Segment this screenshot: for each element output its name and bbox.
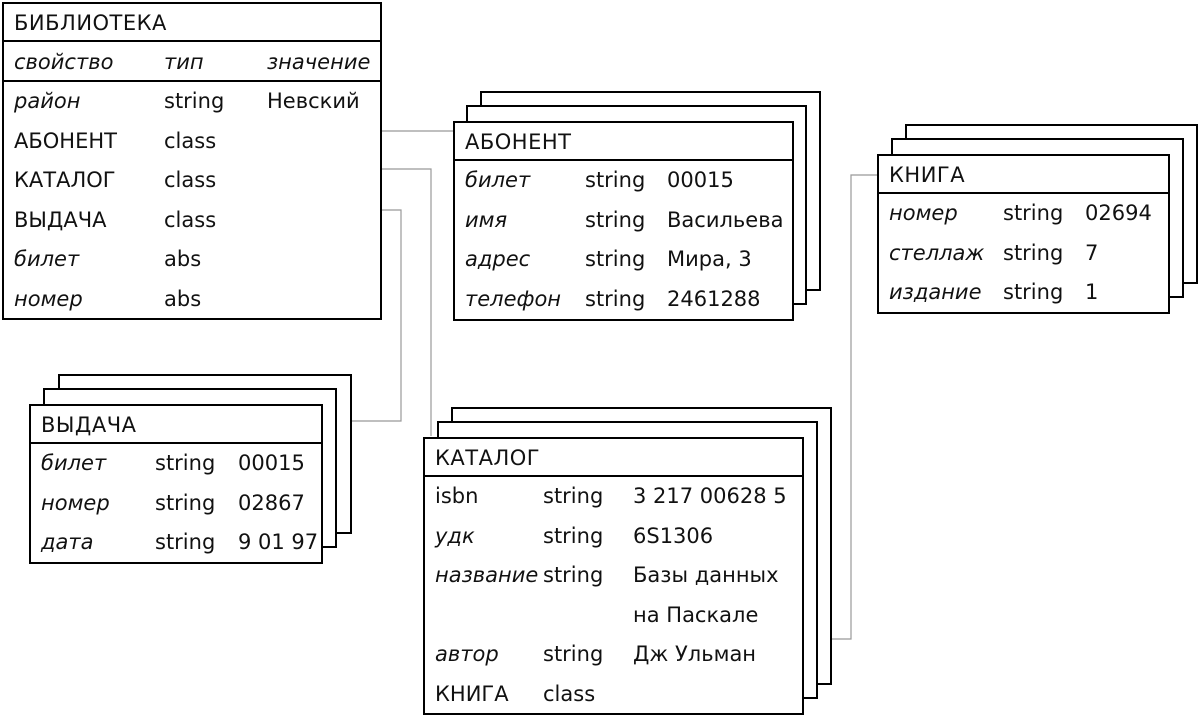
header-type: тип xyxy=(164,50,204,74)
row-property: автор xyxy=(435,642,499,666)
row-type: string xyxy=(585,247,646,271)
row-property: адрес xyxy=(465,247,531,271)
entity-catalog-box xyxy=(423,437,804,715)
header-value: значение xyxy=(267,50,371,74)
entity-subscriber-title: АБОНЕНТ xyxy=(455,123,792,161)
row-type: string xyxy=(164,89,225,113)
row-value: 9 01 97 xyxy=(238,530,319,554)
entity-library-title: БИБЛИОТЕКА xyxy=(4,4,380,42)
row-property: билет xyxy=(41,451,107,475)
table-row xyxy=(31,484,321,524)
entity-issue-rows xyxy=(31,444,321,563)
entity-library-header xyxy=(4,42,380,82)
row-value: 00015 xyxy=(667,168,734,192)
table-row xyxy=(425,556,802,596)
row-value: 00015 xyxy=(238,451,305,475)
row-type: string xyxy=(543,484,604,508)
row-property: издание xyxy=(889,280,982,304)
row-type: string xyxy=(1003,201,1064,225)
table-row xyxy=(4,122,380,162)
row-value: Мира, 3 xyxy=(667,247,752,271)
table-row xyxy=(879,273,1168,313)
entity-book-title: КНИГА xyxy=(879,156,1168,194)
table-row xyxy=(31,444,321,484)
table-row xyxy=(425,596,802,636)
row-type: string xyxy=(543,563,604,587)
header-property: свойство xyxy=(14,50,114,74)
table-row xyxy=(425,635,802,675)
row-property: номер xyxy=(14,286,83,311)
row-type: string xyxy=(1003,240,1064,265)
table-row xyxy=(425,675,802,715)
table-row xyxy=(4,161,380,201)
table-row xyxy=(4,280,380,320)
row-property: район xyxy=(14,89,81,113)
row-property: название xyxy=(435,563,539,587)
table-row xyxy=(4,82,380,122)
table-row xyxy=(879,234,1168,274)
row-property: телефон xyxy=(465,286,562,311)
row-value: 02694 xyxy=(1085,201,1152,225)
table-row xyxy=(455,201,792,241)
row-value: Васильева xyxy=(667,207,784,232)
entity-issue-box xyxy=(29,404,323,564)
entity-subscriber xyxy=(453,91,821,321)
row-property: имя xyxy=(465,207,508,232)
row-type: string xyxy=(585,207,646,232)
entity-book-box xyxy=(877,154,1170,314)
entity-subscriber-box xyxy=(453,121,794,321)
table-row xyxy=(455,280,792,320)
row-property: стеллаж xyxy=(889,240,985,265)
row-value: 6S1306 xyxy=(633,523,714,548)
entity-catalog xyxy=(423,407,832,715)
row-type: abs xyxy=(164,247,202,271)
row-type: string xyxy=(155,530,216,554)
row-property: ВЫДАЧА xyxy=(14,207,107,232)
row-property: АБОНЕНТ xyxy=(14,128,117,153)
row-value: 7 xyxy=(1085,240,1099,265)
entity-book xyxy=(877,124,1200,314)
row-type: class xyxy=(543,681,596,706)
row-property: isbn xyxy=(435,484,479,508)
row-property: КАТАЛОГ xyxy=(14,168,116,192)
row-type: string xyxy=(155,490,216,515)
row-value: Невский xyxy=(267,89,360,113)
table-row xyxy=(455,240,792,280)
entity-subscriber-rows xyxy=(455,161,792,319)
row-type: string xyxy=(585,168,646,192)
entity-book-rows xyxy=(879,194,1168,313)
table-row xyxy=(425,517,802,557)
entity-issue xyxy=(29,374,352,564)
row-property: номер xyxy=(889,201,958,225)
row-value: Дж Ульман xyxy=(633,642,757,666)
entity-catalog-title: КАТАЛОГ xyxy=(425,439,802,477)
row-type: string xyxy=(155,451,216,475)
row-value: на Паскале xyxy=(633,602,759,627)
table-row xyxy=(4,201,380,241)
entity-library-box xyxy=(2,2,382,320)
row-type: string xyxy=(1003,280,1064,304)
row-type: class xyxy=(164,207,217,232)
row-type: class xyxy=(164,128,217,153)
row-property: билет xyxy=(14,247,80,271)
entity-catalog-rows xyxy=(425,477,802,714)
entity-library xyxy=(2,2,382,320)
row-value: 1 xyxy=(1085,280,1099,304)
row-type: string xyxy=(543,642,604,666)
row-type: abs xyxy=(164,286,202,311)
connector-library-catalog xyxy=(380,169,431,436)
row-type: string xyxy=(543,523,604,548)
row-value: 3 217 00628 5 xyxy=(633,484,787,508)
row-property: КНИГА xyxy=(435,681,509,706)
table-row xyxy=(879,194,1168,234)
table-row xyxy=(425,477,802,517)
row-type: class xyxy=(164,168,217,192)
row-property: билет xyxy=(465,168,531,192)
row-value: 2461288 xyxy=(667,286,761,311)
table-row xyxy=(455,161,792,201)
row-type: string xyxy=(585,286,646,311)
table-row xyxy=(31,523,321,563)
row-value: Базы данных xyxy=(633,563,779,587)
row-value: 02867 xyxy=(238,490,305,515)
row-property: удк xyxy=(435,523,475,548)
row-property: номер xyxy=(41,490,110,515)
entity-issue-title: ВЫДАЧА xyxy=(31,406,321,444)
row-property: дата xyxy=(41,530,94,554)
table-row xyxy=(4,240,380,280)
entity-library-rows xyxy=(4,82,380,319)
